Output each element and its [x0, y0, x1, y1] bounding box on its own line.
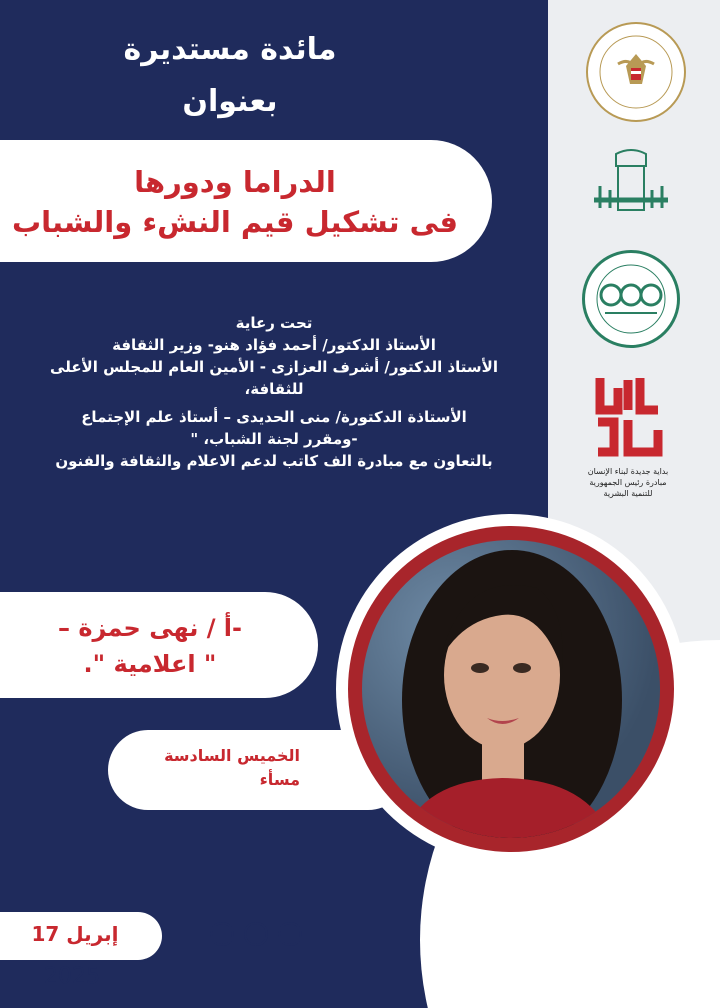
bedaya-word-mark-icon: [578, 370, 678, 460]
date-badge: [0, 910, 164, 962]
writers-initiative-logo: [582, 250, 680, 348]
bedaya-subtitle-2: مبادرة رئيس الجمهورية للتنمية البشرية: [589, 478, 667, 498]
dot-icon: [210, 922, 234, 946]
ministry-of-culture-logo: [586, 22, 686, 122]
cultural-palace-logo: [590, 146, 672, 224]
patronage-label: تحت رعاية: [235, 314, 313, 332]
poster-heading: [0, 24, 460, 128]
speaker-photo: [362, 540, 660, 838]
patronage-line: الأستاذ الدكتور/ أشرف العزازى - الأمين العام للمجلس الأعلى: [50, 358, 498, 376]
date-day-month: إبريل 17: [31, 922, 119, 946]
title-banner: [0, 140, 492, 262]
title-line-1: الدراما ودورها: [134, 165, 336, 199]
dots-decoration: [210, 922, 312, 950]
heading-line-2: بعنوان: [182, 84, 278, 119]
bedaya-logo: [578, 370, 678, 498]
time-period: مسأء: [259, 770, 300, 789]
dot-icon: [278, 922, 302, 946]
time-day: الخميس السادسة: [164, 746, 300, 765]
bedaya-subtitle-1: بداية جديدة لبناء الإنسان: [587, 467, 669, 476]
date-year: 2025: [44, 964, 100, 989]
eagle-emblem-icon: [588, 24, 684, 120]
title-line-2: فى تشكيل قيم النشء والشباب: [12, 205, 458, 239]
patronage-block: [0, 312, 548, 472]
patronage-line: -ومقرر لجنة الشباب، ": [190, 430, 358, 448]
speaker-banner: [0, 592, 318, 698]
speaker-role: " اعلامية ".: [83, 650, 217, 678]
mosque-dome-icon: [590, 146, 672, 224]
speaker-name: -أ / نهى حمزة –: [58, 614, 242, 642]
heading-line-1: مائدة مستديرة: [123, 32, 337, 67]
speaker-portrait-icon: [362, 540, 660, 838]
patronage-line: الأستاذة الدكتورة/ منى الحديدى – أستاذ علم الإجتماع: [81, 408, 467, 426]
patronage-line: للثقافة،: [244, 380, 304, 398]
patronage-line: بالتعاون مع مبادرة الف كاتب لدعم الاعلام والثقافة والفنون: [55, 452, 493, 470]
patronage-line: الأستاذ الدكتور/ أحمد فؤاد هنو- وزير الثقافة: [112, 336, 436, 354]
dot-icon: [244, 922, 268, 946]
books-icon: [585, 253, 677, 345]
